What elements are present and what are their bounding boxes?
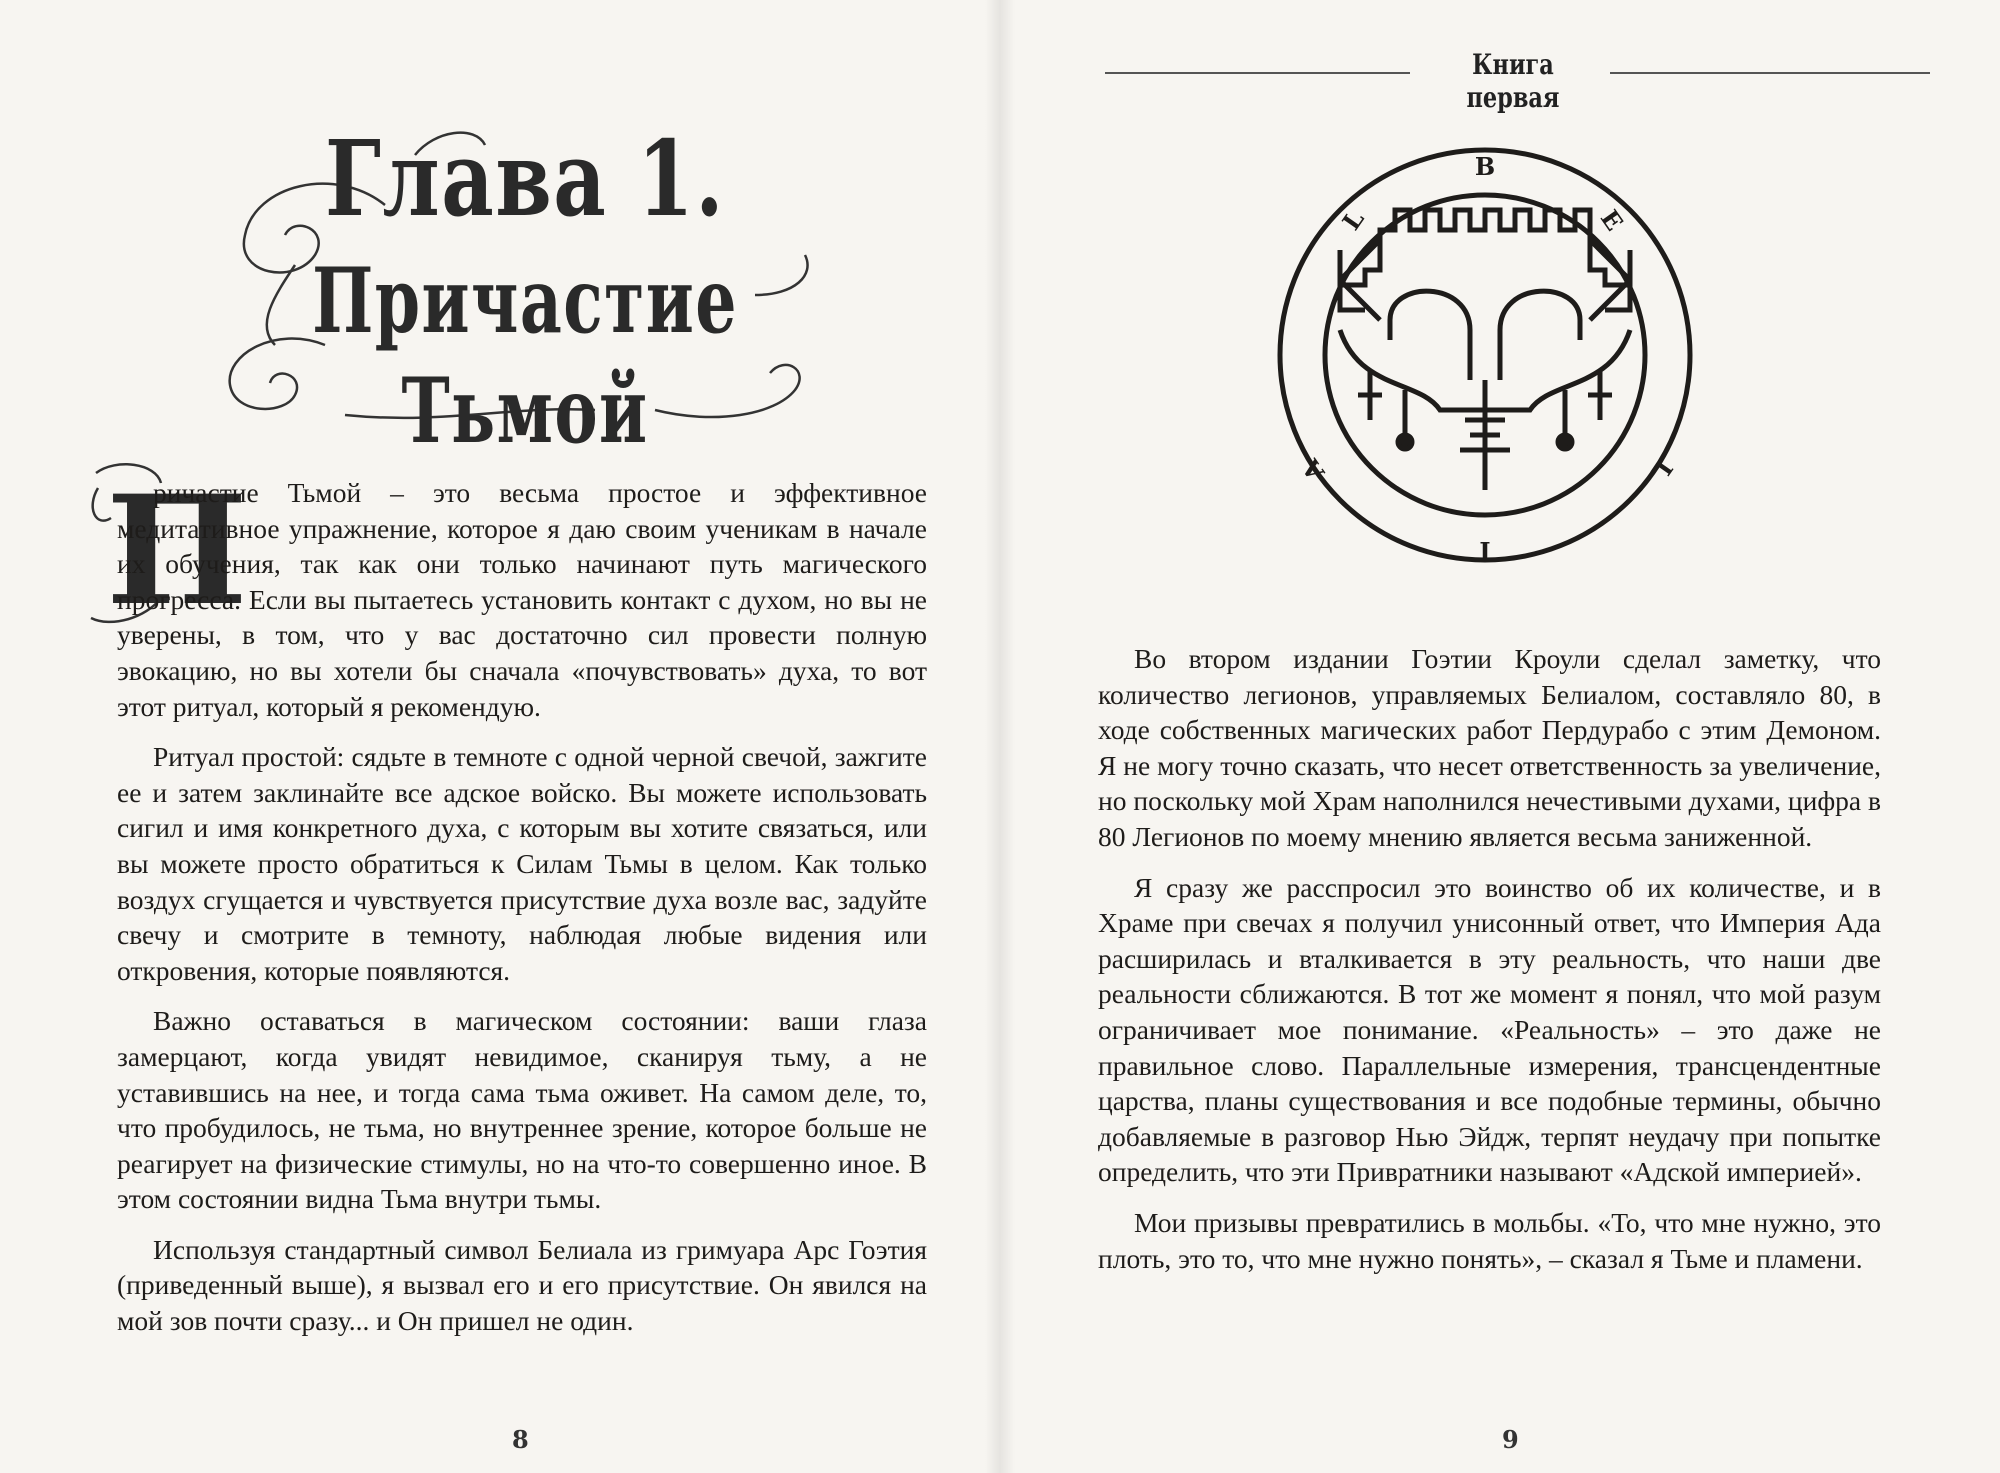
sigil-letter-i: I <box>1479 536 1491 565</box>
paragraph: Мои призывы превратились в мольбы. «То, что мне нужно, это плоть, это то, что мне нужно понять», – сказал я Тьме и пламени. <box>1098 1206 1881 1274</box>
sigil-letter-l: L <box>1645 454 1679 486</box>
sigil-letter-l2: L <box>1336 204 1370 236</box>
running-head-rule-right <box>1610 72 1930 74</box>
sigil-letter-a: A <box>1295 453 1331 486</box>
paragraph: ричастие Тьмой – это весьма простое и эффективное медитативное упражнение, которое я даю своим ученикам в начале их обучения, так как они только начинают путь магического прогресса. Если вы пытаетесь установить контакт с духом, но вы не уверены, в том, что у вас достаточно сил провести полную эвокацию, но вы хотели бы сначала «почувствовать» духа, то вот этот ритуал, который я рекомендую. <box>117 477 927 722</box>
drop-cap-letter: П <box>106 463 248 639</box>
paragraph: Важно оставаться в магическом состоянии: ваши глаза замерцают, когда увидят невидимое, сканируя тьму, а не уставившись на нее, и тогда сама тьма оживет. На самом деле, то, что пробудилось, не тьма, но внутреннее зрение, которое больше не реагирует на физические стимулы, но на что-то совершенно иное. В этом состоянии видна Тьма внутри тьмы. <box>117 1005 927 1215</box>
paragraph: Я сразу же расспросил это воинство об их количестве, и в Храме при свечах я получил унисонный ответ, что Империя Ада расширилась и вталкивается в эту реальность, что наши две реальности сближаются. В тот же момент я понял, что мой разум ограничивает мое понимание. «Реальность» – это даже не правильное слово. Параллельные измерения, трансцендентные царства, планы существования и все подобные термины, обычно добавляемые в разговор Нью Эйдж, терпят неудачу при попытке определить, что эти Привратники называют «Адской империей». <box>1098 871 1881 1188</box>
page-number-right: 9 <box>1502 1425 1519 1454</box>
running-head-rule-left <box>1105 72 1410 74</box>
sigil-letter-e: E <box>1594 204 1630 236</box>
page-number-left: 8 <box>512 1425 529 1454</box>
paragraph: Ритуал простой: сядьте в темноте с одной черной свечой, зажгите ее и затем заклинайте все адское войско. Вы можете использовать сигил и имя конкретного духа, с которым вы хотите связаться, или вы можете просто обратиться к Силам Тьмы в целом. Как только воздух сгущается и чувствуется присутствие духа возле вас, задуйте свечу и смотрите в темноту, наблюдая любые видения или откровения, которые появляются. <box>117 741 927 986</box>
running-head <box>1105 48 1930 114</box>
chapter-title-line1: Глава 1. <box>324 117 726 240</box>
paragraph: Во втором издании Гоэтии Кроули сделал заметку, что количество легионов, управляемых Белиалом, составляло 80, в ходе собственных магических работ Пердурабо с этим Демоном. Я не могу точно сказать, что несет ответственность за увеличение, но поскольку мой Храм наполнился нечестивыми духами, цифра в 80 Легионов по моему мнению является весьма заниженной. <box>1098 643 1881 852</box>
belial-sigil-icon <box>1270 130 1700 580</box>
chapter-title-line2: Причастие Тьмой <box>312 248 738 464</box>
right-body-text <box>1098 641 1881 1291</box>
running-head-title: Книга первая <box>1466 48 1560 114</box>
sigil-letter-b: B <box>1474 152 1496 181</box>
paragraph: Используя стандартный символ Белиала из гримуара Арс Гоэтия (приведенный выше), я вызвал его и его присутствие. Он явился на мой зов почти сразу... и Он пришел не один. <box>117 1233 927 1337</box>
